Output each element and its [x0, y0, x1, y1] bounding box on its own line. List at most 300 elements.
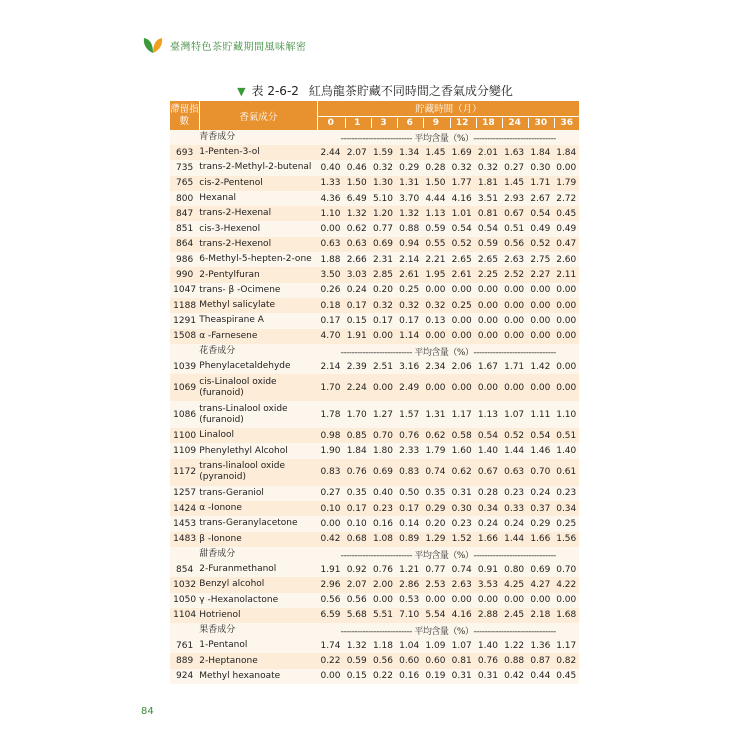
content-value: 2.88 [475, 608, 501, 623]
compound-name: Benzyl alcohol [199, 577, 317, 592]
content-value: 0.00 [422, 593, 448, 608]
retention-index: 854 [170, 562, 199, 577]
table-row [170, 252, 579, 267]
content-value: 2.61 [449, 267, 475, 282]
month-header: 0 [317, 116, 343, 130]
content-value: 1.91 [344, 329, 370, 344]
content-value: 1.18 [370, 638, 396, 653]
retention-index: 1424 [170, 501, 199, 516]
retention-index: 847 [170, 206, 199, 221]
content-value: 1.70 [344, 401, 370, 428]
table-label: 表 2-6-2 [251, 84, 299, 98]
content-value: 0.15 [344, 313, 370, 328]
content-value: 2.07 [344, 145, 370, 160]
content-value: 1.32 [344, 638, 370, 653]
content-value: 2.65 [449, 252, 475, 267]
retention-index: 735 [170, 160, 199, 175]
content-value: 1.07 [449, 638, 475, 653]
retention-index: 1039 [170, 359, 199, 374]
content-value: 0.68 [344, 532, 370, 547]
compound-name: trans-2-Hexenal [199, 206, 317, 221]
content-value: 0.29 [396, 160, 422, 175]
content-value: 0.00 [475, 329, 501, 344]
content-value: 0.89 [396, 532, 422, 547]
content-value: 0.28 [475, 486, 501, 501]
content-value: 1.20 [370, 206, 396, 221]
content-value: 3.51 [475, 191, 501, 206]
table-row [170, 653, 579, 668]
content-value: 0.17 [344, 298, 370, 313]
table-row [170, 191, 579, 206]
content-value: 1.22 [501, 638, 527, 653]
content-value: 2.61 [396, 267, 422, 282]
table-row [170, 608, 579, 623]
content-value: 0.83 [317, 459, 343, 486]
content-value: 0.31 [449, 486, 475, 501]
category-row [170, 130, 579, 145]
content-value: 5.51 [370, 608, 396, 623]
category-spacer [170, 130, 199, 145]
content-value: 1.40 [475, 638, 501, 653]
category-name: 甜香成分 [199, 547, 317, 562]
retention-index: 990 [170, 267, 199, 282]
content-value: 0.63 [344, 237, 370, 252]
content-value: 0.92 [344, 562, 370, 577]
content-value: 1.14 [396, 329, 422, 344]
content-value: 1.27 [370, 401, 396, 428]
compound-name: Hotrienol [199, 608, 317, 623]
content-value: 0.56 [344, 593, 370, 608]
content-value: 1.29 [422, 532, 448, 547]
content-value: 3.53 [475, 577, 501, 592]
content-value: 0.76 [344, 459, 370, 486]
content-value: 0.00 [553, 313, 579, 328]
content-value: 0.00 [501, 593, 527, 608]
table-row [170, 428, 579, 443]
content-value: 2.66 [344, 252, 370, 267]
content-value: 0.59 [475, 237, 501, 252]
month-header: 9 [422, 116, 448, 130]
content-value: 6.59 [317, 608, 343, 623]
content-value: 1.08 [370, 532, 396, 547]
content-value: 1.50 [344, 176, 370, 191]
content-value: 1.04 [396, 638, 422, 653]
content-value: 1.67 [475, 359, 501, 374]
content-value: 0.77 [422, 562, 448, 577]
content-value: 2.31 [370, 252, 396, 267]
content-value: 0.76 [396, 428, 422, 443]
table-row [170, 206, 579, 221]
content-value: 0.55 [422, 237, 448, 252]
content-value: 0.17 [396, 313, 422, 328]
table-row [170, 283, 579, 298]
content-value: 0.17 [370, 313, 396, 328]
content-value: 0.69 [370, 237, 396, 252]
content-value: 0.77 [370, 221, 396, 236]
content-value: 0.74 [449, 562, 475, 577]
content-value: 0.85 [344, 428, 370, 443]
content-value: 1.40 [553, 443, 579, 458]
content-value: 0.00 [449, 374, 475, 401]
content-value: 0.00 [370, 329, 396, 344]
content-value: 1.11 [527, 401, 553, 428]
content-value: 1.01 [449, 206, 475, 221]
retention-index: 693 [170, 145, 199, 160]
compound-name: trans- β -Ocimene [199, 283, 317, 298]
compound-name: cis-3-Hexenol [199, 221, 317, 236]
content-value: 2.25 [475, 267, 501, 282]
content-value: 0.00 [501, 329, 527, 344]
triangle-marker-icon: ▼ [237, 85, 246, 98]
retention-index: 1453 [170, 516, 199, 531]
content-value: 1.13 [475, 401, 501, 428]
content-value: 1.84 [344, 443, 370, 458]
content-value: 4.16 [449, 191, 475, 206]
content-value: 4.27 [527, 577, 553, 592]
content-value: 0.46 [344, 160, 370, 175]
content-value: 1.59 [370, 145, 396, 160]
content-value: 0.17 [344, 501, 370, 516]
retention-index: 800 [170, 191, 199, 206]
retention-index: 1172 [170, 459, 199, 486]
content-value: 0.00 [501, 283, 527, 298]
table-row [170, 176, 579, 191]
content-value: 1.44 [501, 532, 527, 547]
content-value: 3.03 [344, 267, 370, 282]
content-value: 0.59 [344, 653, 370, 668]
content-value: 1.31 [396, 176, 422, 191]
content-value: 0.76 [370, 562, 396, 577]
month-header: 30 [527, 116, 553, 130]
content-value: 0.00 [553, 160, 579, 175]
retention-index: 864 [170, 237, 199, 252]
content-value: 0.51 [501, 221, 527, 236]
content-value: 0.52 [449, 237, 475, 252]
content-value: 0.37 [527, 501, 553, 516]
content-value: 0.00 [422, 283, 448, 298]
compound-name: α -Ionone [199, 501, 317, 516]
content-value: 0.22 [370, 669, 396, 684]
content-value: 2.65 [475, 252, 501, 267]
content-value: 1.84 [553, 145, 579, 160]
table-row [170, 459, 579, 486]
content-value: 0.24 [527, 486, 553, 501]
content-value: 0.23 [370, 501, 396, 516]
content-value: 1.79 [553, 176, 579, 191]
content-value: 1.44 [501, 443, 527, 458]
content-value: 0.88 [501, 653, 527, 668]
content-value: 0.19 [422, 669, 448, 684]
content-value: 0.69 [370, 459, 396, 486]
month-header: 6 [396, 116, 422, 130]
content-value: 0.24 [475, 516, 501, 531]
content-value: 3.16 [396, 359, 422, 374]
table-row [170, 501, 579, 516]
content-value: 0.98 [317, 428, 343, 443]
content-value: 0.27 [317, 486, 343, 501]
content-value: 0.00 [553, 374, 579, 401]
content-value: 1.66 [527, 532, 553, 547]
content-value: 0.25 [553, 516, 579, 531]
content-value: 1.17 [449, 401, 475, 428]
content-value: 2.52 [501, 267, 527, 282]
content-value: 0.60 [422, 653, 448, 668]
content-value: 0.70 [527, 459, 553, 486]
content-value: 1.52 [449, 532, 475, 547]
content-value: 1.68 [553, 608, 579, 623]
content-value: 2.21 [422, 252, 448, 267]
content-value: 0.27 [501, 160, 527, 175]
content-value: 0.32 [370, 298, 396, 313]
month-header: 3 [370, 116, 396, 130]
header-title: 臺灣特色茶貯藏期間風味解密 [170, 41, 307, 53]
content-value: 0.00 [501, 313, 527, 328]
avg-content-label: -------------------------- 平均含量（%）------------------------------ [317, 547, 579, 562]
content-value: 2.51 [370, 359, 396, 374]
content-value: 5.10 [370, 191, 396, 206]
content-value: 0.54 [527, 428, 553, 443]
content-value: 0.16 [370, 516, 396, 531]
category-row [170, 547, 579, 562]
compound-name: Phenylethyl Alcohol [199, 443, 317, 458]
content-value: 0.22 [317, 653, 343, 668]
content-value: 0.60 [396, 653, 422, 668]
content-value: 2.72 [553, 191, 579, 206]
content-value: 0.63 [501, 459, 527, 486]
content-value: 0.63 [317, 237, 343, 252]
content-value: 0.83 [396, 459, 422, 486]
content-value: 0.23 [501, 486, 527, 501]
compound-name: Phenylacetaldehyde [199, 359, 317, 374]
content-value: 2.33 [396, 443, 422, 458]
content-value: 0.24 [344, 283, 370, 298]
content-value: 0.32 [449, 160, 475, 175]
content-value: 0.29 [422, 501, 448, 516]
content-value: 2.53 [422, 577, 448, 592]
content-value: 0.23 [449, 516, 475, 531]
content-value: 0.56 [317, 593, 343, 608]
content-value: 2.93 [501, 191, 527, 206]
month-header: 36 [553, 116, 579, 130]
content-value: 0.87 [527, 653, 553, 668]
content-value: 1.13 [422, 206, 448, 221]
content-value: 0.94 [396, 237, 422, 252]
content-value: 0.47 [553, 237, 579, 252]
content-value: 6.49 [344, 191, 370, 206]
content-value: 2.00 [370, 577, 396, 592]
category-name: 花香成分 [199, 344, 317, 359]
table-row [170, 593, 579, 608]
compound-name: Methyl hexanoate [199, 669, 317, 684]
content-value: 1.70 [317, 374, 343, 401]
content-value: 0.00 [553, 298, 579, 313]
avg-content-label: -------------------------- 平均含量（%）------------------------------ [317, 623, 579, 638]
retention-index: 1100 [170, 428, 199, 443]
content-value: 1.91 [317, 562, 343, 577]
retention-index: 1508 [170, 329, 199, 344]
month-header: 1 [344, 116, 370, 130]
content-value: 2.18 [527, 608, 553, 623]
table-row [170, 532, 579, 547]
compound-name: 2-Furanmethanol [199, 562, 317, 577]
content-value: 0.42 [317, 532, 343, 547]
col-header-index: 滯留指數 [170, 101, 199, 130]
content-value: 0.52 [527, 237, 553, 252]
content-value: 0.30 [527, 160, 553, 175]
content-value: 2.49 [396, 374, 422, 401]
content-value: 1.95 [422, 267, 448, 282]
content-value: 0.81 [475, 206, 501, 221]
table-row [170, 313, 579, 328]
content-value: 1.45 [501, 176, 527, 191]
content-value: 0.00 [317, 516, 343, 531]
content-value: 1.77 [449, 176, 475, 191]
content-value: 2.27 [527, 267, 553, 282]
content-value: 0.56 [501, 237, 527, 252]
table-row [170, 486, 579, 501]
compound-name: Theaspirane A [199, 313, 317, 328]
content-value: 0.13 [422, 313, 448, 328]
content-value: 1.63 [501, 145, 527, 160]
content-value: 0.49 [553, 221, 579, 236]
content-value: 0.25 [396, 283, 422, 298]
content-value: 0.42 [501, 669, 527, 684]
content-value: 1.71 [501, 359, 527, 374]
content-value: 1.88 [317, 252, 343, 267]
content-value: 0.00 [317, 669, 343, 684]
content-value: 2.75 [527, 252, 553, 267]
content-value: 0.59 [422, 221, 448, 236]
content-value: 0.20 [422, 516, 448, 531]
category-row [170, 623, 579, 638]
aroma-table [170, 101, 579, 684]
content-value: 4.44 [422, 191, 448, 206]
retention-index: 1291 [170, 313, 199, 328]
content-value: 2.96 [317, 577, 343, 592]
content-value: 0.00 [370, 374, 396, 401]
content-value: 0.14 [396, 516, 422, 531]
compound-name: Methyl salicylate [199, 298, 317, 313]
content-value: 1.50 [422, 176, 448, 191]
compound-name: 1-Penten-3-ol [199, 145, 317, 160]
table-row [170, 577, 579, 592]
table-row [170, 374, 579, 401]
avg-content-label: -------------------------- 平均含量（%）------------------------------ [317, 130, 579, 145]
content-value: 1.42 [527, 359, 553, 374]
content-value: 0.16 [396, 669, 422, 684]
table-row [170, 516, 579, 531]
compound-name: 1-Pentanol [199, 638, 317, 653]
content-value: 0.31 [475, 669, 501, 684]
compound-name: trans-2-Methyl-2-butenal [199, 160, 317, 175]
content-value: 2.63 [501, 252, 527, 267]
content-value: 0.32 [422, 298, 448, 313]
retention-index: 851 [170, 221, 199, 236]
content-value: 0.32 [370, 160, 396, 175]
retention-index: 924 [170, 669, 199, 684]
content-value: 1.34 [396, 145, 422, 160]
content-value: 0.00 [475, 374, 501, 401]
content-value: 0.54 [449, 221, 475, 236]
content-value: 2.45 [501, 608, 527, 623]
table-row [170, 562, 579, 577]
content-value: 1.40 [475, 443, 501, 458]
table-row [170, 145, 579, 160]
content-value: 0.30 [449, 501, 475, 516]
content-value: 0.23 [553, 486, 579, 501]
content-value: 2.07 [344, 577, 370, 592]
content-value: 2.39 [344, 359, 370, 374]
retention-index: 1257 [170, 486, 199, 501]
content-value: 0.32 [396, 298, 422, 313]
content-value: 0.26 [317, 283, 343, 298]
col-header-name: 香氣成分 [199, 101, 317, 130]
retention-index: 765 [170, 176, 199, 191]
content-value: 0.40 [317, 160, 343, 175]
content-value: 0.28 [422, 160, 448, 175]
compound-name: trans-Geraniol [199, 486, 317, 501]
content-value: 0.00 [370, 593, 396, 608]
content-value: 1.71 [527, 176, 553, 191]
table-row [170, 160, 579, 175]
table-title: 紅烏龍茶貯藏不同時間之香氣成分變化 [308, 84, 513, 98]
table-row [170, 221, 579, 236]
compound-name: 2-Pentylfuran [199, 267, 317, 282]
content-value: 5.54 [422, 608, 448, 623]
table-row [170, 443, 579, 458]
compound-name: Hexanal [199, 191, 317, 206]
content-value: 5.68 [344, 608, 370, 623]
table-row [170, 638, 579, 653]
content-value: 4.70 [317, 329, 343, 344]
content-value: 0.18 [317, 298, 343, 313]
content-value: 0.00 [449, 283, 475, 298]
content-value: 0.10 [344, 516, 370, 531]
content-value: 0.00 [422, 329, 448, 344]
content-value: 1.56 [553, 532, 579, 547]
content-value: 0.44 [527, 669, 553, 684]
content-value: 0.00 [527, 283, 553, 298]
content-value: 0.91 [475, 562, 501, 577]
content-value: 3.70 [396, 191, 422, 206]
content-value: 0.53 [396, 593, 422, 608]
content-value: 0.76 [475, 653, 501, 668]
table-row [170, 329, 579, 344]
compound-name: trans-Geranylacetone [199, 516, 317, 531]
content-value: 0.15 [344, 669, 370, 684]
content-value: 0.54 [475, 428, 501, 443]
content-value: 7.10 [396, 608, 422, 623]
content-value: 0.34 [475, 501, 501, 516]
content-value: 0.35 [344, 486, 370, 501]
content-value: 0.00 [553, 593, 579, 608]
content-value: 0.00 [449, 593, 475, 608]
content-value: 0.35 [422, 486, 448, 501]
content-value: 1.79 [422, 443, 448, 458]
content-value: 0.00 [527, 329, 553, 344]
content-value: 0.00 [501, 374, 527, 401]
retention-index: 1047 [170, 283, 199, 298]
content-value: 0.61 [553, 459, 579, 486]
content-value: 2.06 [449, 359, 475, 374]
content-value: 0.00 [553, 359, 579, 374]
retention-index: 1086 [170, 401, 199, 428]
content-value: 1.30 [370, 176, 396, 191]
leaf-logo-icon [142, 36, 164, 54]
compound-name: trans-Linalool oxide (furanoid) [199, 401, 317, 428]
content-value: 1.33 [317, 176, 343, 191]
content-value: 0.00 [475, 313, 501, 328]
